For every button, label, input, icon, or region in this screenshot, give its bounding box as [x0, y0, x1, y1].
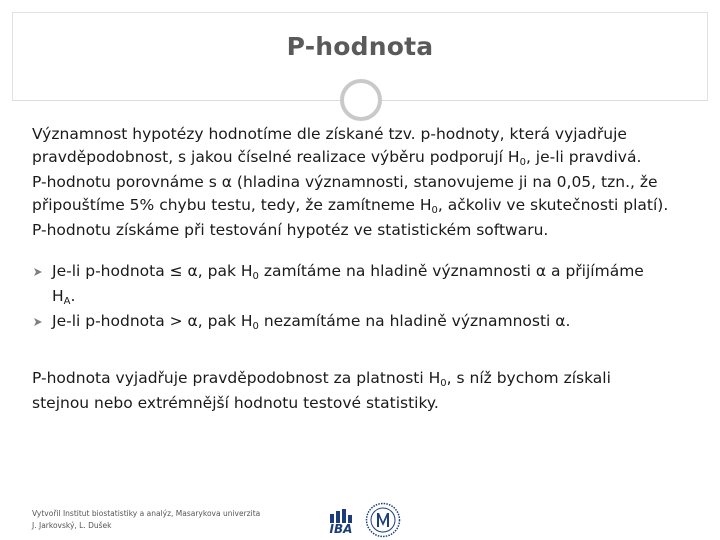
intro-line-1: Významnost hypotézy hodnotíme dle získané tzv. p-hodnoty, která vyjadřuje [32, 125, 627, 143]
intro-line-4 [32, 196, 668, 214]
divider-circle-ornament [340, 79, 382, 121]
subscript: 0 [252, 321, 259, 332]
conclusion-line-1: P-hodnota vyjadřuje pravděpodobnost za platnosti H [32, 369, 441, 387]
bullet-reject-text-2: zamítáme na hladině významnosti α a přijímáme [258, 262, 644, 280]
bullet-not-reject-text: Je-li p-hodnota > α, pak H [52, 312, 253, 330]
intro-paragraph [32, 123, 702, 242]
conclusion-line-2: stejnou nebo extrémnější hodnotu testové statistiky. [32, 394, 439, 412]
subscript: A [63, 296, 71, 307]
university-seal-icon [365, 502, 401, 538]
arrow-bullet-icon [32, 266, 44, 278]
intro-line-2-tail: , je-li pravdivá. [525, 148, 642, 166]
footer-credits [32, 508, 260, 532]
bullet-reject-period: . [70, 287, 76, 305]
bullet-reject-ha: H [52, 287, 64, 305]
intro-line-4-text: připouštíme 5% chybu testu, tedy, že zamítneme H [32, 196, 432, 214]
slide-title: P-hodnota [286, 32, 434, 61]
subscript: 0 [519, 157, 526, 168]
slide-body [32, 123, 702, 415]
conclusion-line-1-tail: , s níž bychom získali [446, 369, 611, 387]
footer-line-2: J. Jarkovský, L. Dušek [32, 521, 112, 530]
iba-logo-text: IBA [329, 522, 353, 536]
bullet-not-reject [32, 310, 702, 335]
bullet-reject-text: Je-li p-hodnota ≤ α, pak H [52, 262, 253, 280]
bullet-reject [32, 260, 702, 310]
intro-line-5: P-hodnotu získáme při testování hypotéz ve statistickém softwaru. [32, 221, 549, 239]
footer-line-1: Vytvořil Institut biostatistiky a analýz, Masarykova univerzita [32, 509, 261, 518]
bullet-not-reject-text-2: nezamítáme na hladině významnosti α. [258, 312, 571, 330]
intro-line-2-text: pravděpodobnost, s jakou číselné realizace výběru podporují H [32, 148, 520, 166]
subscript: 0 [440, 378, 447, 389]
intro-line-4-tail: , ačkoliv ve skutečnosti platí). [437, 196, 669, 214]
conclusion-paragraph [32, 367, 702, 415]
subscript: 0 [431, 205, 438, 216]
intro-line-3: P-hodnotu porovnáme s α (hladina významnosti, stanovujeme ji na 0,05, tzn., že [32, 173, 658, 191]
arrow-bullet-icon [32, 316, 44, 328]
intro-line-2 [32, 148, 641, 166]
subscript: 0 [252, 271, 259, 282]
